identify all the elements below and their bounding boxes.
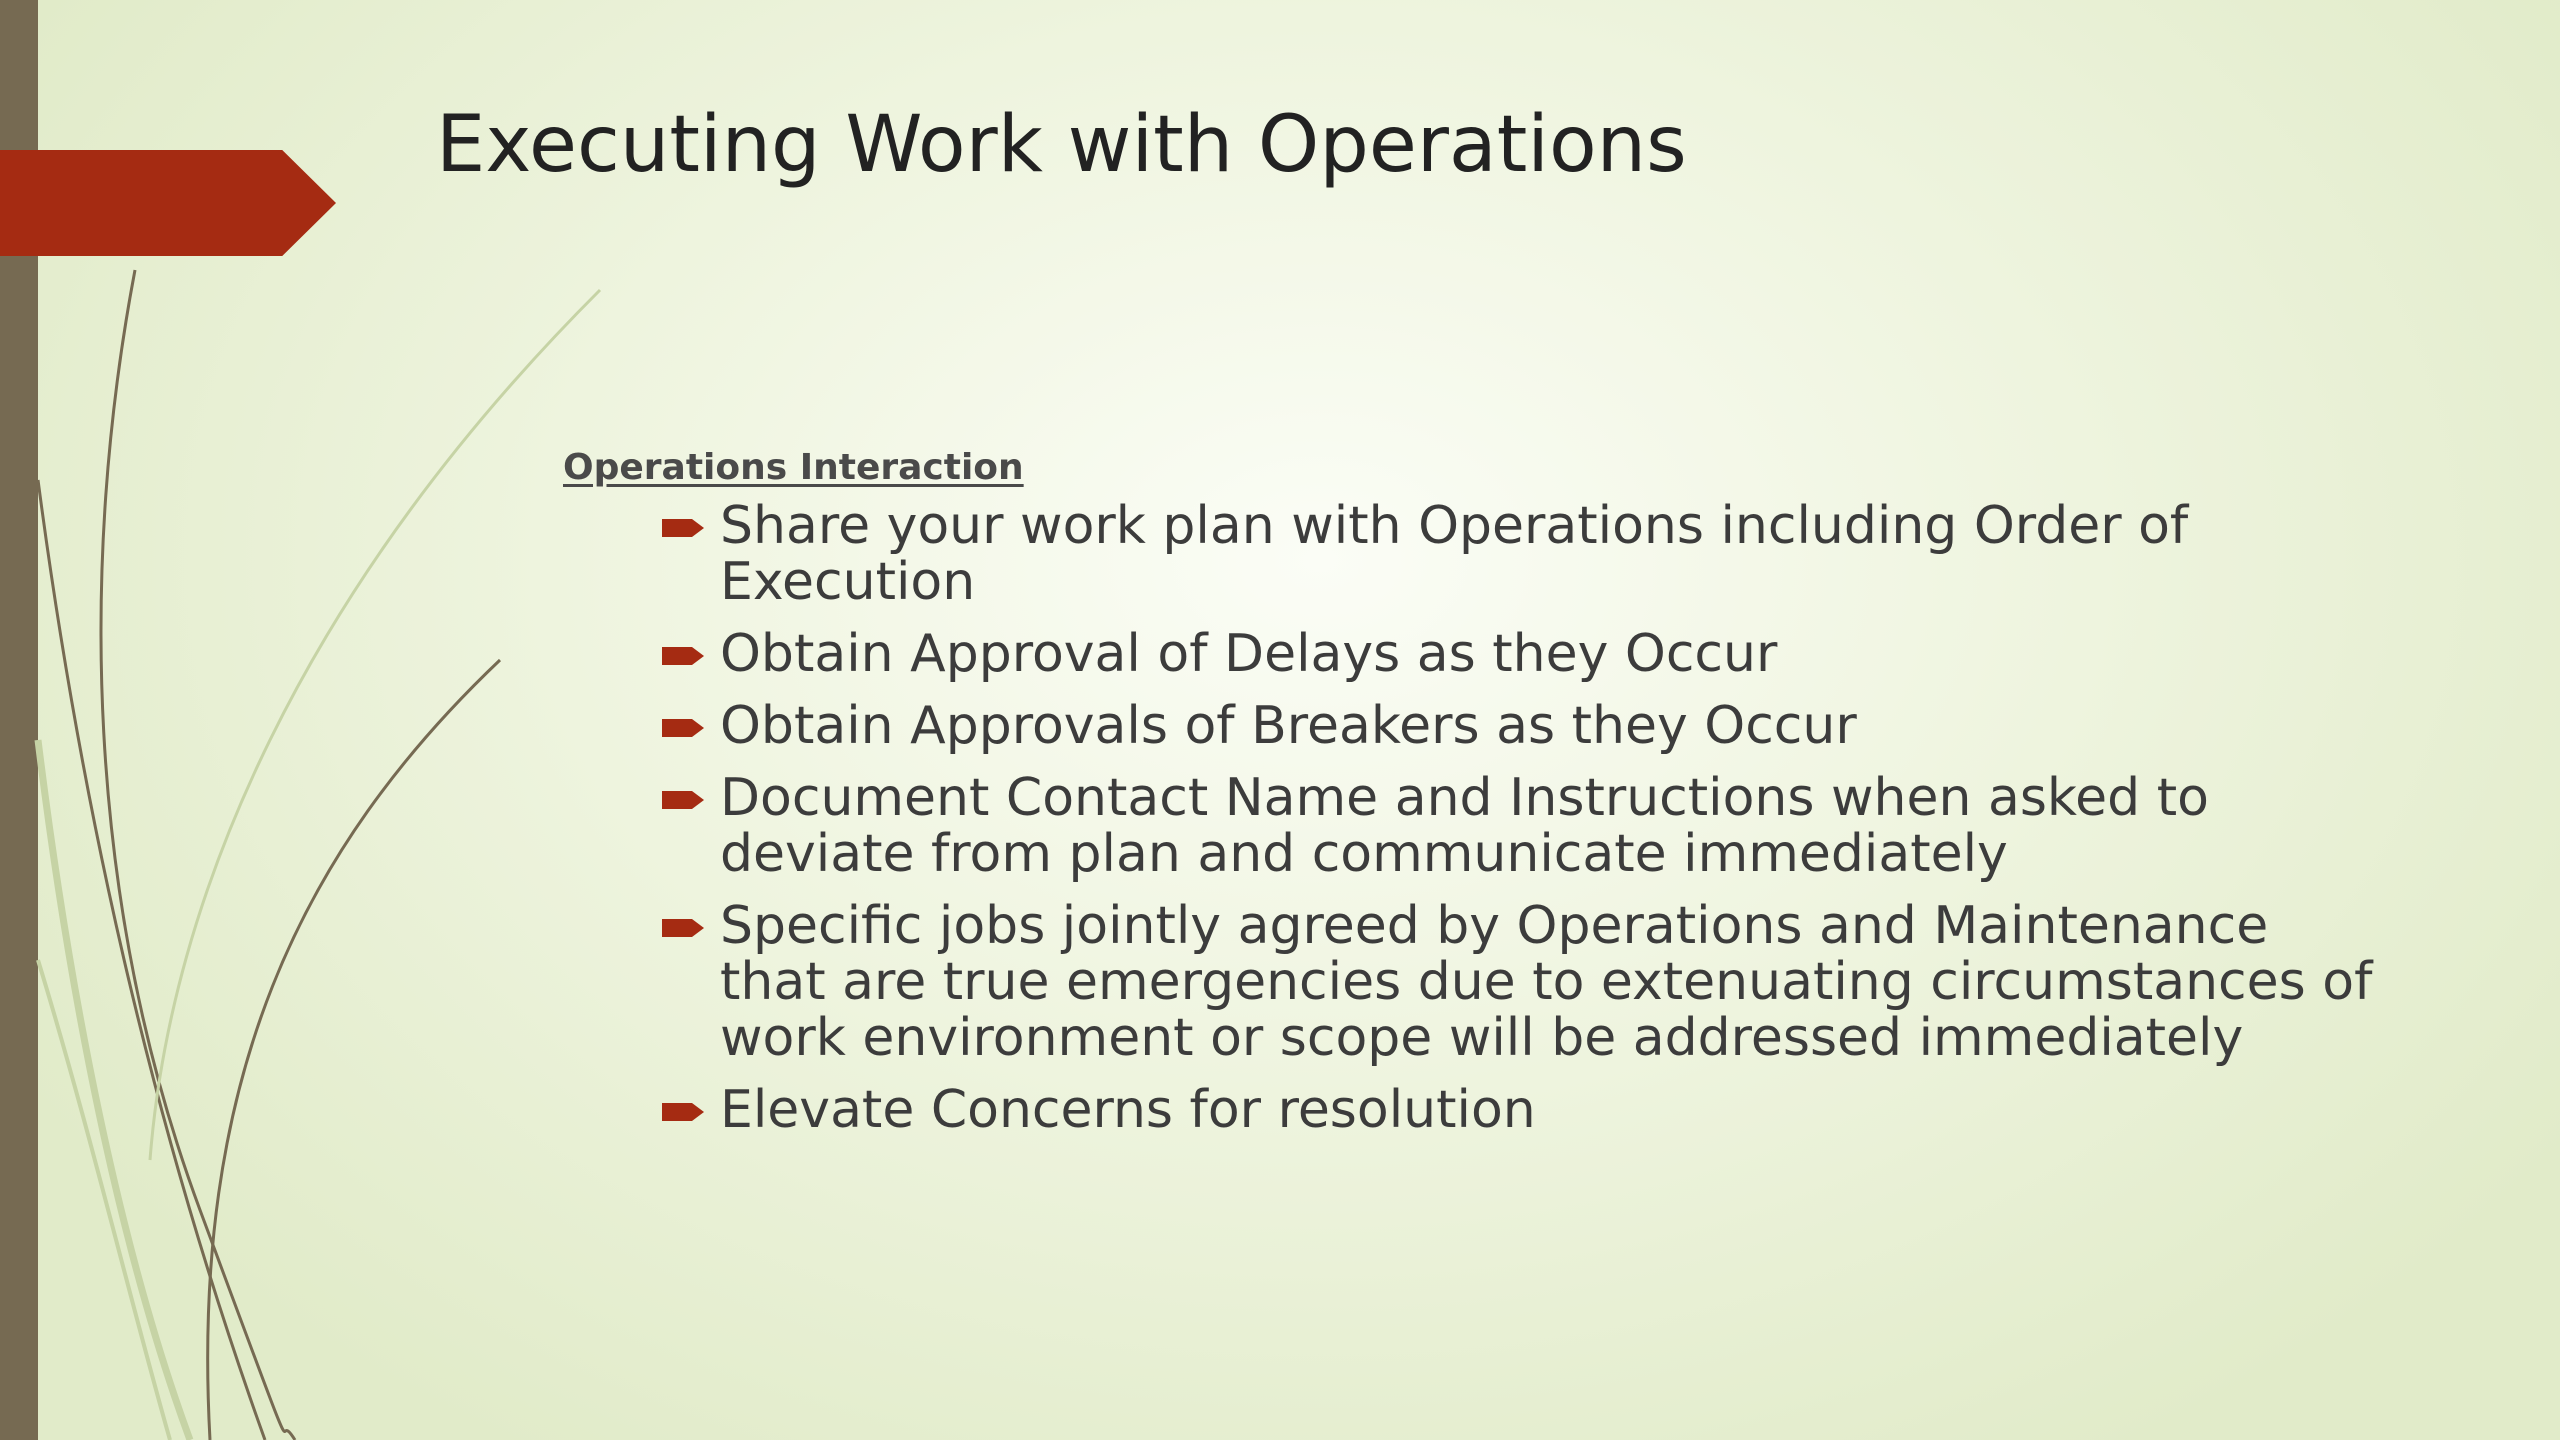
- list-item: [660, 498, 2380, 610]
- arrow-bullet-icon: [662, 1103, 704, 1121]
- list-item: [660, 626, 2380, 682]
- section-heading: Operations Interaction: [563, 447, 1024, 488]
- list-item: [660, 698, 2380, 754]
- bullet-text: Obtain Approvals of Breakers as they Occur: [720, 696, 1857, 756]
- arrow-bullet-icon: [662, 719, 704, 737]
- bullet-text: Specific jobs jointly agreed by Operations and Maintenance that are true emergencies due to extenuating circumstances of work environment or scope will be addressed immediately: [720, 896, 2373, 1068]
- bullet-text: Elevate Concerns for resolution: [720, 1080, 1536, 1140]
- title-arrow-banner: [0, 150, 336, 256]
- list-item: [660, 770, 2380, 882]
- slide-title: Executing Work with Operations: [436, 100, 1687, 190]
- bullet-text: Share your work plan with Operations including Order of Execution: [720, 496, 2189, 612]
- arrow-bullet-icon: [662, 519, 704, 537]
- arrow-bullet-icon: [662, 919, 704, 937]
- bullet-text: Obtain Approval of Delays as they Occur: [720, 624, 1778, 684]
- list-item: [660, 898, 2380, 1066]
- bullet-text: Document Contact Name and Instructions when asked to deviate from plan and communicate immediately: [720, 768, 2209, 884]
- arrow-bullet-icon: [662, 647, 704, 665]
- arrow-bullet-icon: [662, 791, 704, 809]
- list-item: [660, 1082, 2380, 1138]
- bullet-list: [660, 498, 2380, 1154]
